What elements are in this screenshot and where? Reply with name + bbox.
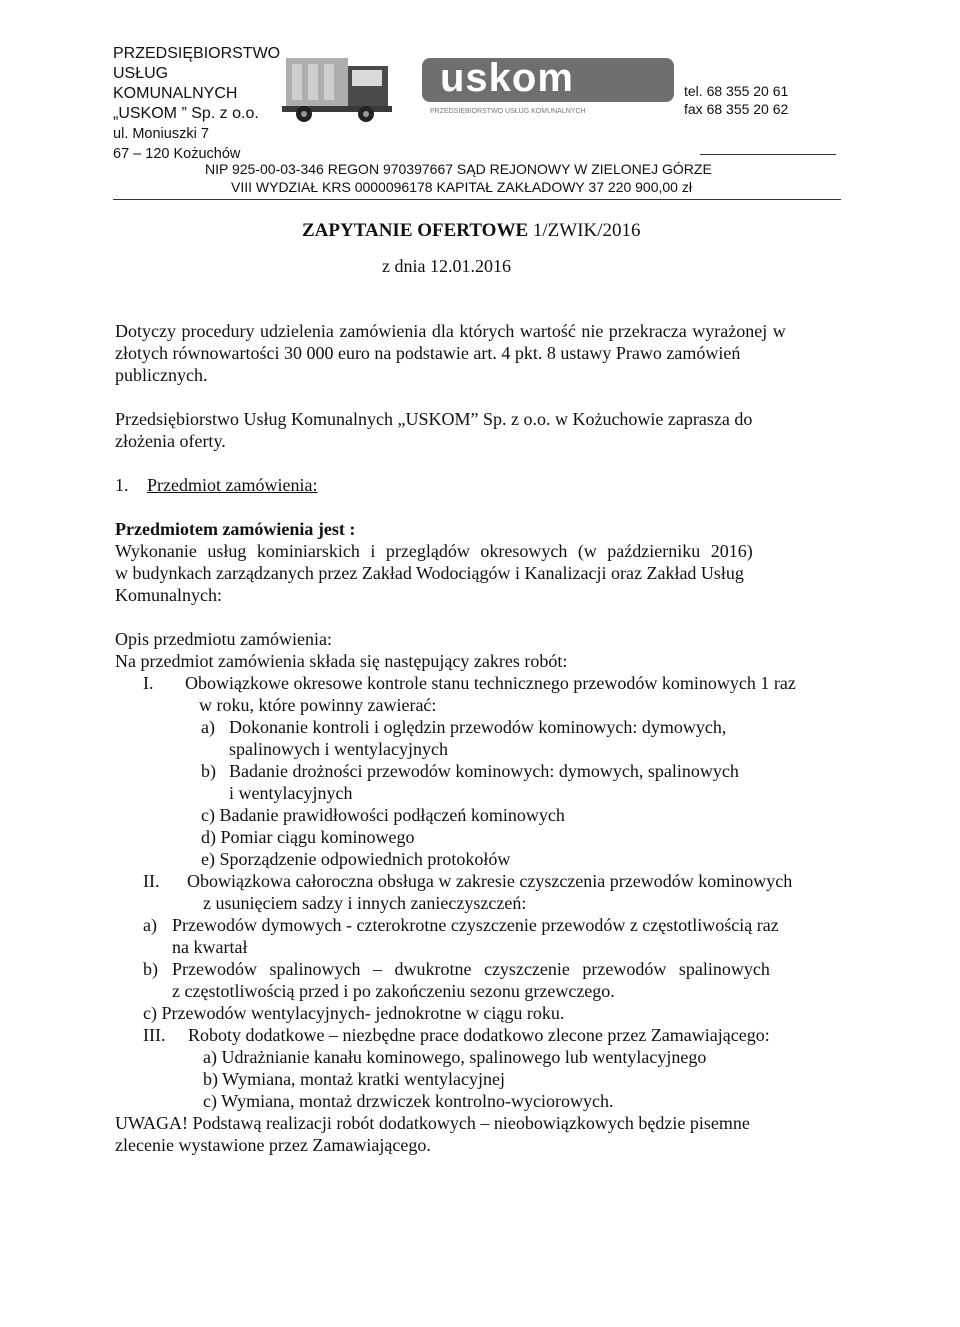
company-name-line1: PRZEDSIĘBIORSTWO [113,45,281,62]
list-item-I-line1: Obowiązkowe okresowe kontrole stanu technicznego przewodów kominowych 1 raz [185,673,796,693]
note-line2: zlecenie wystawione przez Zamawiającego. [115,1135,431,1155]
list-item-I-e: e) Sporządzenie odpowiednich protokołów [201,849,511,869]
list-item-II-line1: Obowiązkowa całoroczna obsługa w zakresie czyszczenia przewodów kominowych [187,871,793,891]
list-item-II-number: II. [143,871,160,891]
phone-number: tel. 68 355 20 61 [684,83,789,99]
list-item-I-a-line2: spalinowych i wentylacyjnych [229,739,448,759]
company-name-line3: „USKOM ” Sp. z o.o. [113,105,259,122]
list-item-III-a: a) Udrażnianie kanału kominowego, spalinowego lub wentylacyjnego [203,1047,707,1067]
list-item-I-c: c) Badanie prawidłowości podłączeń kominowych [201,805,565,825]
invite-paragraph-line1: Przedsiębiorstwo Usług Komunalnych „USKOM” Sp. z o.o. w Kożuchowie zaprasza do [115,409,753,429]
subject-line1: Wykonanie usług kominiarskich i przeglądów okresowych (w październiku 2016) [115,541,753,561]
document-title-main: ZAPYTANIE OFERTOWE [302,220,529,241]
section-1-heading [115,474,845,496]
list-item-III-c: c) Wymiana, montaż drzwiczek kontrolno-wyciorowych. [203,1091,614,1111]
document-title [302,220,641,242]
subject-line3: Komunalnych: [115,585,222,605]
registration-line-1: NIP 925-00-03-346 REGON 970397667 SĄD REJONOWY W ZIELONEJ GÓRZE [205,161,712,177]
section-1-number: 1. [115,475,129,495]
header-rule-top [700,154,836,155]
list-item-I-a-label: a) [201,717,215,737]
list-item-I-a-line1: Dokonanie kontroli i oględzin przewodów kominowych: dymowych, [229,717,727,737]
registration-block [205,160,712,196]
document-body [115,320,845,1156]
list-item-I-d: d) Pomiar ciągu kominowego [201,827,415,847]
list-item-III [115,1024,845,1046]
list-item-II-line2: z usunięciem sadzy i innych zanieczyszczeń: [203,893,527,913]
list-item-I-number: I. [143,673,154,693]
list-item-I-line2: w roku, które powinny zawierać: [199,695,437,715]
fax-number: fax 68 355 20 62 [684,101,789,117]
list-item-I [115,672,845,716]
list-item-III-number: III. [143,1025,166,1045]
list-item-I-b-label: b) [201,761,216,781]
list-item-II [115,870,845,914]
truck-logo-image [282,48,422,128]
invite-paragraph-line2: złożenia oferty. [115,431,226,451]
list-item-II-b-line1: Przewodów spalinowych – dwukrotne czyszczenie przewodów spalinowych [172,959,770,979]
subject-heading: Przedmiotem zamówienia jest : [115,519,356,539]
uskom-logo-subtext: PRZEDSIĘBIORSTWO USŁUG KOMUNALNYCH [430,108,586,115]
uskom-logo-text: uskom [440,56,574,100]
description-intro: Na przedmiot zamówienia składa się następujący zakres robót: [115,651,568,671]
list-item-II-a-line1: Przewodów dymowych - czterokrotne czyszczenie przewodów z częstotliwością raz [172,915,779,935]
list-item-III-b: b) Wymiana, montaż kratki wentylacyjnej [203,1069,505,1089]
uskom-logo [422,56,674,115]
intro-paragraph-line2: złotych równowartości 30 000 euro na podstawie art. 4 pkt. 8 ustawy Prawo zamówień [115,343,741,363]
list-item-II-a-line2: na kwartał [172,937,248,957]
list-item-II-c: c) Przewodów wentylacyjnych- jednokrotne w ciągu roku. [143,1003,565,1023]
list-item-I-b-line2: i wentylacyjnych [229,783,353,803]
section-1-title: Przedmiot zamówienia: [147,475,318,495]
list-item-II-a-label: a) [143,915,157,935]
intro-paragraph-line1: Dotyczy procedury udzielenia zamówienia dla których wartość nie przekracza wyrażonej w [115,321,786,341]
company-address-block [113,44,293,164]
list-item-I-a [115,716,845,760]
description-heading: Opis przedmiotu zamówienia: [115,629,332,649]
list-item-III-line1: Roboty dodatkowe – niezbędne prace dodatkowo zlecone przez Zamawiającego: [188,1025,770,1045]
company-name-line2: USŁUG KOMUNALNYCH [113,65,238,102]
document-title-number: 1/ZWIK/2016 [532,220,641,241]
list-item-II-b [115,958,845,1002]
subject-line2: w budynkach zarządzanych przez Zakład Wodociągów i Kanalizacji oraz Zakład Usług [115,563,744,583]
header-rule-bottom [113,199,841,200]
document-date: z dnia 12.01.2016 [382,256,511,276]
list-item-II-b-line2: z częstotliwością przed i po zakończeniu sezonu grzewczego. [172,981,615,1001]
company-postal-city: 67 – 120 Kożuchów [113,146,241,162]
list-item-I-b-line1: Badanie drożności przewodów kominowych: dymowych, spalinowych [229,761,739,781]
list-item-II-b-label: b) [143,959,158,979]
intro-paragraph-line3: publicznych. [115,365,208,385]
registration-line-2: VIII WYDZIAŁ KRS 0000096178 KAPITAŁ ZAKŁADOWY 37 220 900,00 zł [231,179,692,195]
note-line1: UWAGA! Podstawą realizacji robót dodatkowych – nieobowiązkowych będzie pisemne [115,1113,750,1133]
list-item-II-a [115,914,845,958]
company-street: ul. Moniuszki 7 [113,126,209,142]
list-item-I-b [115,760,845,804]
contact-block [684,82,788,118]
